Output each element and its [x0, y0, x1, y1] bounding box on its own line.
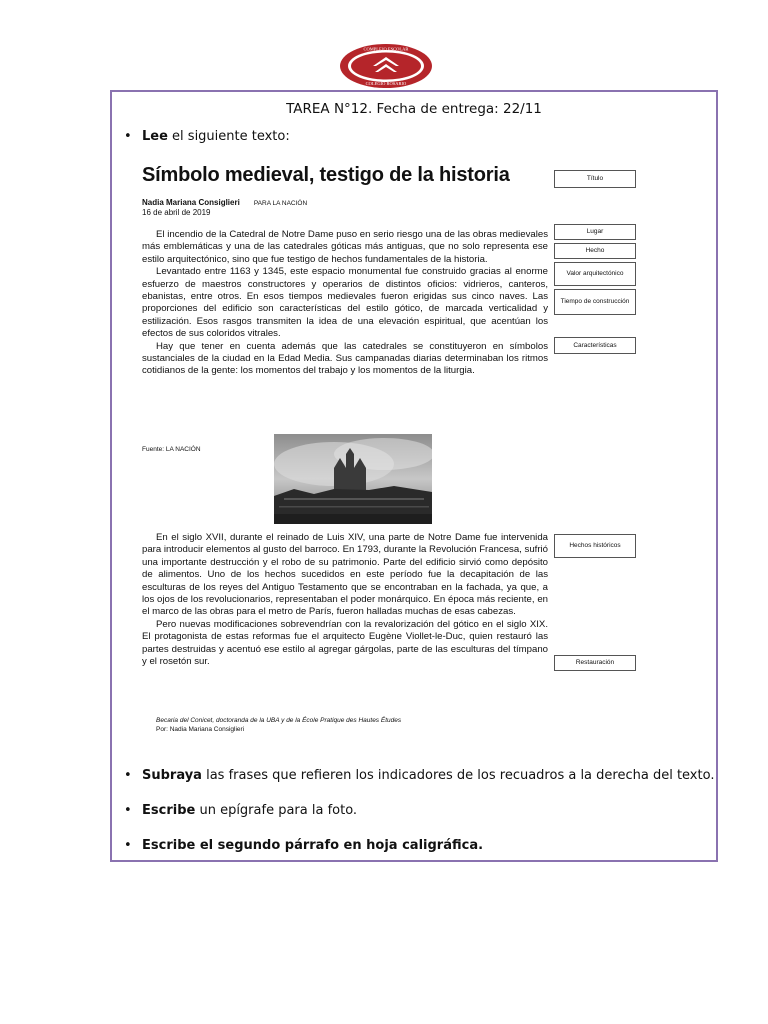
article-date: 16 de abril de 2019: [142, 208, 211, 217]
paragraph-2: Levantado entre 1163 y 1345, este espacio monumental fue construido gracias al enorme esfuerzo de maestros constructores y operarios de distintos oficios: vidrieros, canteros, ebanistas, entre otros. En esos tiempos medievales fueron erigidas sus cinco naves. Las proporciones del edificio son características del estilo gótico, de marcada verticalidad y estilización. Esos rasgos transmiten la idea de una elevación espiritual, que acentúan los efectos de sus coloridos vitrales.: [142, 266, 548, 340]
school-logo: [338, 42, 434, 90]
notre-dame-photo: [274, 434, 432, 524]
tag-caracteristicas: Características: [554, 337, 636, 354]
task-title: TAREA N°12. Fecha de entrega: 22/11: [286, 101, 542, 117]
tag-restauracion: Restauración: [554, 655, 636, 671]
tag-hecho: Hecho: [554, 243, 636, 259]
paragraph-5: Pero nuevas modificaciones sobrevendrían con la revalorización del gótico en el siglo XIX. El protagonista de estas reformas fue el arquitecto Eugène Viollet-le-Duc, quien restauró las partes destruidas y acentuó ese estilo al agregar gárgolas, parte de las esculturas del tímpano y el rosetón sur.: [142, 618, 548, 668]
tag-lugar: Lugar: [554, 224, 636, 240]
photo-source: Fuente: LA NACIÓN: [142, 446, 201, 453]
author-credit: [156, 716, 401, 734]
paragraph-3: Hay que tener en cuenta además que las catedrales se constituyeron en símbolos sustanciales de la ciudad en la Edad Media. Sus campanadas diarias determinaban los ritmos cotidianos de la gente: los momentos del trabajo y los momentos de la liturgia.: [142, 340, 548, 377]
task-frame: [110, 90, 718, 862]
author-name: Nadia Mariana Consiglieri: [142, 198, 240, 207]
tag-titulo: Título: [554, 170, 636, 188]
tag-hechos-historicos: Hechos históricos: [554, 534, 636, 558]
credit-line-1: Becaria del Conicet, doctoranda de la UBA y de la École Pratique des Hautes Études: [156, 717, 402, 724]
paragraph-1: El incendio de la Catedral de Notre Dame puso en serio riesgo una de las obras medievales más emblemáticas y una de las catedrales góticas más antiguas, que no solo representa ese estilo arquitectónico, sino que fue testigo de hechos fundamentales de la historia.: [142, 229, 548, 265]
credit-line-2: Por: Nadia Mariana Consiglieri: [156, 726, 245, 733]
svg-text:COMPLEJO ESCOLAR: COMPLEJO ESCOLAR: [363, 46, 409, 52]
article-body-bottom: [142, 532, 548, 668]
instruction-copy: • Escribe el segundo párrafo en hoja caligráfica.: [124, 838, 484, 853]
tag-valor-arquitectonico: Valor arquitectónico: [554, 262, 636, 286]
source-tag: PARA LA NACIÓN: [253, 200, 308, 207]
article-title: Símbolo medieval, testigo de la historia: [142, 164, 510, 186]
article-byline: [142, 198, 307, 207]
instruction-read: • Lee el siguiente texto:: [124, 129, 290, 144]
svg-text:COLEGIO ROSARIO: COLEGIO ROSARIO: [365, 81, 407, 86]
instruction-caption: • Escribe un epígrafe para la foto.: [124, 803, 358, 818]
tag-tiempo-construccion: Tiempo de construcción: [554, 289, 636, 315]
paragraph-4: En el siglo XVII, durante el reinado de Luis XIV, una parte de Notre Dame fue intervenida para introducir elementos al gusto del barroco. En 1793, durante la Revolución Francesa, sufrió una importante destrucción y el robo de su patrimonio. Parte del edificio sirvió como depósito de alimentos. Uno de los hechos sucedidos en este período fue la decapitación de las esculturas de los reyes del Antiguo Testamento que se encontraban en la fachada, ya que, a los ojos de los revolucionarios, representaban el poder monárquico. En época más reciente, en el marco de las obras para el metro de París, fueron halladas muchas de esas cabezas.: [142, 532, 548, 618]
instruction-underline: • Subraya las frases que refieren los indicadores de los recuadros a la derecha del texto.: [124, 768, 715, 783]
article-body-top: [142, 229, 548, 378]
